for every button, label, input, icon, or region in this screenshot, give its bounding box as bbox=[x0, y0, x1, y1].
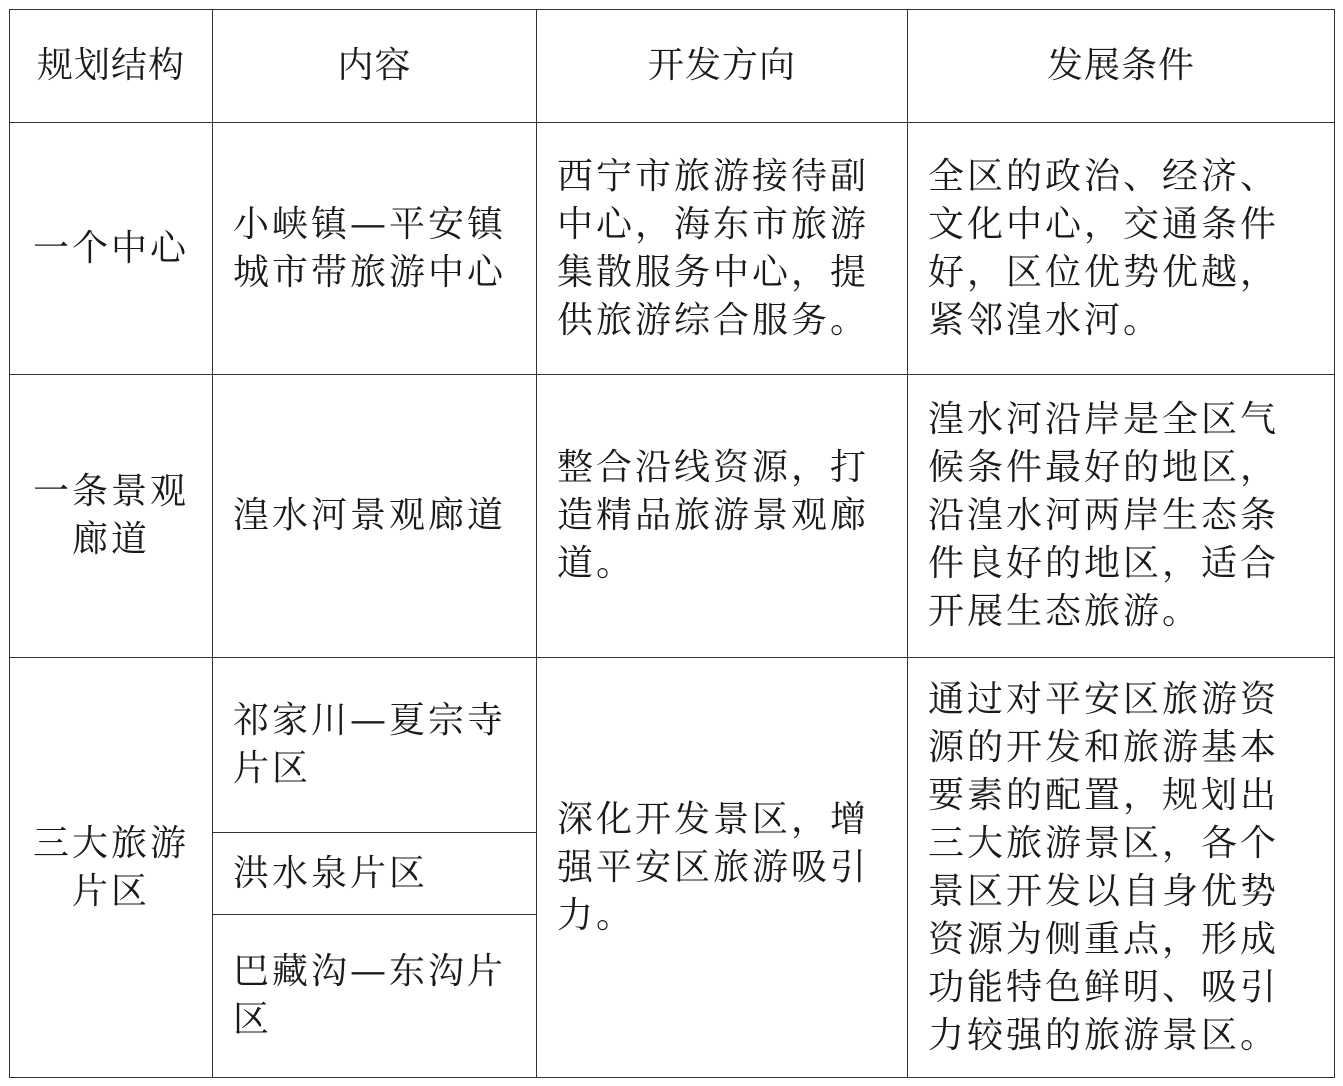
table-row bbox=[10, 658, 1335, 833]
direction-cell: 整合沿线资源，打造精品旅游景观廊道。 bbox=[537, 375, 908, 658]
header-conditions: 发展条件 bbox=[908, 10, 1335, 123]
conditions-cell: 通过对平安区旅游资源的开发和旅游基本要素的配置，规划出三大旅游景区，各个景区开发以自身优势资源为侧重点，形成功能特色鲜明、吸引力较强的旅游景区。 bbox=[908, 658, 1335, 1078]
structure-cell: 一个中心 bbox=[10, 123, 213, 375]
structure-cell: 三大旅游片区 bbox=[10, 658, 213, 1078]
content-cell: 祁家川—夏宗寺片区 bbox=[213, 658, 537, 833]
header-direction: 开发方向 bbox=[537, 10, 908, 123]
planning-table bbox=[9, 9, 1335, 1078]
content-cell: 小峡镇—平安镇城市带旅游中心 bbox=[213, 123, 537, 375]
table-row bbox=[10, 123, 1335, 375]
content-cell: 巴藏沟—东沟片区 bbox=[213, 915, 537, 1078]
direction-cell: 深化开发景区，增强平安区旅游吸引力。 bbox=[537, 658, 908, 1078]
table-row bbox=[10, 375, 1335, 658]
direction-cell: 西宁市旅游接待副中心，海东市旅游集散服务中心，提供旅游综合服务。 bbox=[537, 123, 908, 375]
conditions-cell: 湟水河沿岸是全区气候条件最好的地区，沿湟水河两岸生态条件良好的地区，适合开展生态旅游。 bbox=[908, 375, 1335, 658]
content-cell: 洪水泉片区 bbox=[213, 833, 537, 915]
header-content: 内容 bbox=[213, 10, 537, 123]
content-cell: 湟水河景观廊道 bbox=[213, 375, 537, 658]
header-structure: 规划结构 bbox=[10, 10, 213, 123]
conditions-cell: 全区的政治、经济、文化中心，交通条件好，区位优势优越，紧邻湟水河。 bbox=[908, 123, 1335, 375]
structure-cell: 一条景观廊道 bbox=[10, 375, 213, 658]
header-row bbox=[10, 10, 1335, 123]
